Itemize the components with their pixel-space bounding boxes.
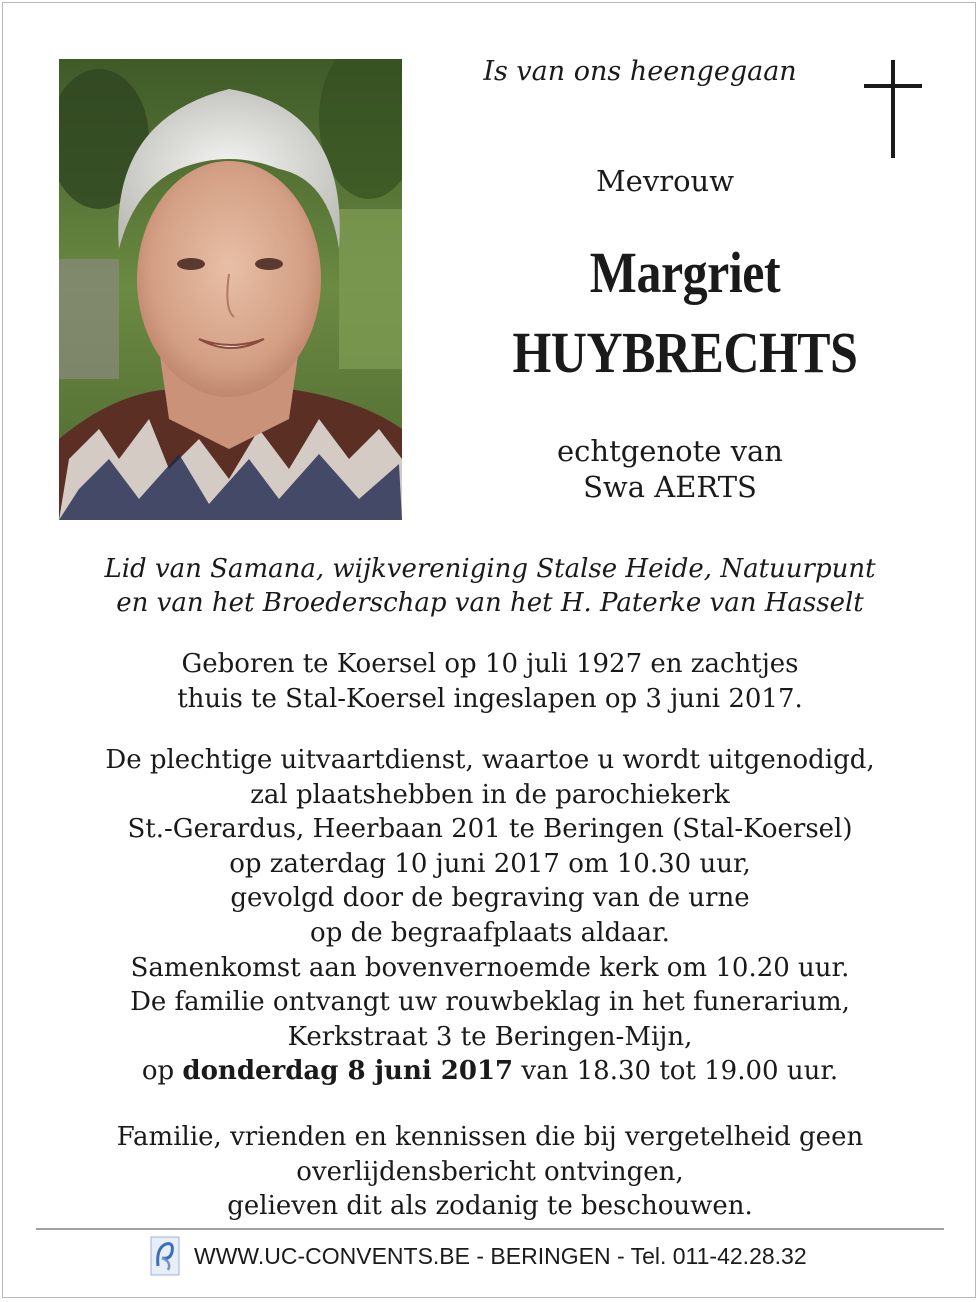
visitation-prefix: op bbox=[141, 1056, 183, 1087]
closing-line: gelieven dit als zodanig te beschouwen. bbox=[227, 1191, 753, 1222]
cross-icon bbox=[864, 60, 922, 160]
membership-line: Lid van Samana, wijkvereniging Stalse Heide, Natuurpunt bbox=[104, 554, 876, 584]
membership-line: en van het Broederschap van het H. Paterke van Hasselt bbox=[116, 588, 864, 618]
honorific: Mevrouw bbox=[595, 164, 735, 198]
service-line: op zaterdag 10 juni 2017 om 10.30 uur, bbox=[229, 848, 751, 879]
visitation-line bbox=[30, 1054, 950, 1089]
service-line: De plechtige uitvaartdienst, waartoe u wordt uitgenodigd, bbox=[105, 745, 875, 775]
deceased-first-name: Margriet bbox=[589, 240, 781, 305]
service-line: De familie ontvangt uw rouwbeklag in het funerarium, bbox=[130, 987, 850, 1018]
birth-line: Geboren te Koersel op 10 juli 1927 en zachtjes bbox=[181, 649, 799, 679]
membership-text bbox=[40, 552, 940, 620]
portrait-photo bbox=[59, 59, 402, 520]
spouse-info bbox=[480, 433, 860, 505]
footer-contact: WWW.UC-CONVENTS.BE - BERINGEN - Tel. 011-42.28.32 bbox=[194, 1242, 807, 1269]
service-line: Samenkomst aan bovenvernoemde kerk om 10.20 uur. bbox=[130, 952, 850, 983]
service-line: zal plaatshebben in de parochiekerk bbox=[250, 779, 730, 810]
service-line: op de begraafplaats aldaar. bbox=[310, 917, 670, 948]
spouse-name: Swa AERTS bbox=[583, 470, 757, 504]
closing-line: Familie, vrienden en kennissen die bij vergetelheid geen bbox=[116, 1122, 864, 1152]
birth-line: thuis te Stal-Koersel ingeslapen op 3 juni 2017. bbox=[177, 683, 803, 714]
footer bbox=[150, 1236, 807, 1276]
deceased-last-name: HUYBRECHTS bbox=[512, 320, 858, 385]
funeral-home-logo-icon bbox=[150, 1236, 180, 1276]
intro-text: Is van ons heengegaan bbox=[483, 56, 797, 87]
birth-text bbox=[30, 647, 950, 716]
closing-line: overlijdensbericht ontvingen, bbox=[296, 1156, 684, 1187]
service-line: gevolgd door de begraving van de urne bbox=[230, 883, 750, 914]
visitation-date: donderdag 8 juni 2017 bbox=[182, 1056, 514, 1087]
footer-divider bbox=[36, 1228, 944, 1230]
service-line: St.-Gerardus, Heerbaan 201 te Beringen (Stal-Koersel) bbox=[127, 814, 853, 845]
visitation-suffix: van 18.30 tot 19.00 uur. bbox=[513, 1056, 839, 1087]
spouse-relation: echtgenote van bbox=[557, 434, 783, 468]
service-text bbox=[30, 743, 950, 1089]
service-line: Kerkstraat 3 te Beringen-Mijn, bbox=[287, 1021, 693, 1052]
closing-text bbox=[30, 1120, 950, 1224]
